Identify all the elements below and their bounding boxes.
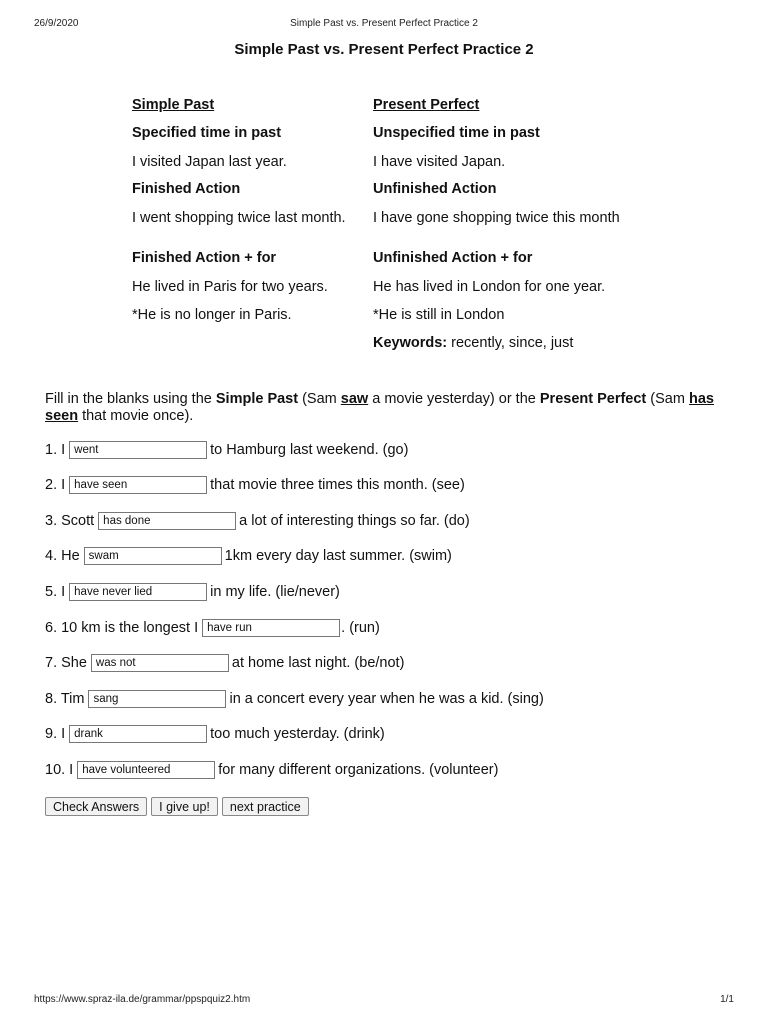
question-suffix: in my life. (lie/never) xyxy=(210,584,340,600)
keywords-value: recently, since, just xyxy=(447,335,574,351)
question-row xyxy=(45,759,498,781)
question-suffix: that movie three times this month. (see) xyxy=(210,477,465,493)
print-url: https://www.spraz-ila.de/grammar/ppspquiz2.htm xyxy=(34,994,251,1005)
question-suffix: in a concert every year when he was a kid. (sing) xyxy=(229,691,544,707)
question-suffix: at home last night. (be/not) xyxy=(231,655,405,671)
table-cell-left: He lived in Paris for two years. xyxy=(132,279,328,295)
give-up-button[interactable]: I give up! xyxy=(151,797,218,816)
answer-input[interactable] xyxy=(69,583,207,601)
question-row xyxy=(45,510,470,532)
table-cell-right: *He is still in London xyxy=(373,307,505,323)
instruction-text: Fill in the blanks using the xyxy=(45,391,216,407)
question-row xyxy=(45,581,340,603)
print-header-title: Simple Past vs. Present Perfect Practice 2 xyxy=(290,18,478,29)
table-cell-right: He has lived in London for one year. xyxy=(373,279,606,295)
table-cell-right: I have visited Japan. xyxy=(373,154,506,170)
question-row xyxy=(45,688,544,710)
question-suffix: a lot of interesting things so far. (do) xyxy=(239,513,470,529)
instruction-simple-past: Simple Past xyxy=(215,391,299,407)
instruction-text: that movie once). xyxy=(78,408,194,424)
table-cell-left: Specified time in past xyxy=(132,125,282,141)
answer-input[interactable] xyxy=(69,725,207,743)
question-row xyxy=(45,545,452,567)
page-title: Simple Past vs. Present Perfect Practice 2 xyxy=(234,41,534,58)
instruction-text: a movie yesterday) or the xyxy=(368,391,540,407)
keywords-label: Keywords: xyxy=(373,335,448,351)
question-prefix: 5. I xyxy=(45,584,66,600)
question-prefix: 8. Tim xyxy=(45,691,85,707)
instruction-present-perfect: Present Perfect xyxy=(539,391,647,407)
instructions xyxy=(45,391,725,425)
table-cell-left: Finished Action + for xyxy=(132,250,277,266)
check-answers-button[interactable]: Check Answers xyxy=(45,797,147,816)
table-cell-left: *He is no longer in Paris. xyxy=(132,307,292,323)
table-cell-right: Unfinished Action + for xyxy=(373,250,533,266)
question-row xyxy=(45,474,465,496)
question-suffix: . (run) xyxy=(341,620,380,636)
question-prefix: 3. Scott xyxy=(45,513,95,529)
table-cell-left: I visited Japan last year. xyxy=(132,154,287,170)
answer-input[interactable] xyxy=(98,512,236,530)
question-prefix: 1. I xyxy=(45,442,66,458)
answer-input[interactable] xyxy=(202,619,340,637)
answer-input[interactable] xyxy=(69,476,207,494)
question-prefix: 4. He xyxy=(45,548,80,564)
question-row xyxy=(45,439,408,461)
question-row xyxy=(45,652,404,674)
table-cell-right: Unfinished Action xyxy=(373,181,497,197)
instruction-text: (Sam xyxy=(646,391,689,407)
question-prefix: 10. I xyxy=(45,762,74,778)
table-cell-right: I have gone shopping twice this month xyxy=(373,210,620,226)
action-buttons xyxy=(45,797,309,816)
answer-input[interactable] xyxy=(69,441,207,459)
simple-past-heading: Simple Past xyxy=(132,97,215,113)
table-cell-left: I went shopping twice last month. xyxy=(132,210,346,226)
question-row xyxy=(45,723,385,745)
print-date: 26/9/2020 xyxy=(34,18,79,29)
instruction-example-saw: saw xyxy=(340,391,369,407)
answer-input[interactable] xyxy=(91,654,229,672)
answer-input[interactable] xyxy=(77,761,215,779)
keywords-line xyxy=(373,335,573,351)
table-cell-left: Finished Action xyxy=(132,181,241,197)
next-practice-button[interactable]: next practice xyxy=(222,797,309,816)
answer-input[interactable] xyxy=(88,690,226,708)
print-page-number: 1/1 xyxy=(720,994,734,1005)
question-row xyxy=(45,617,380,639)
question-prefix: 7. She xyxy=(45,655,87,671)
table-cell-right: Unspecified time in past xyxy=(373,125,540,141)
instruction-example-has-seen: has seen xyxy=(45,391,714,424)
question-prefix: 6. 10 km is the longest I xyxy=(45,620,199,636)
answer-input[interactable] xyxy=(84,547,222,565)
question-suffix: too much yesterday. (drink) xyxy=(210,726,385,742)
instruction-text: (Sam xyxy=(298,391,341,407)
question-prefix: 2. I xyxy=(45,477,66,493)
question-prefix: 9. I xyxy=(45,726,66,742)
question-suffix: for many different organizations. (volunteer) xyxy=(218,762,499,778)
present-perfect-heading: Present Perfect xyxy=(373,97,480,113)
question-suffix: 1km every day last summer. (swim) xyxy=(224,548,452,564)
question-suffix: to Hamburg last weekend. (go) xyxy=(210,442,409,458)
